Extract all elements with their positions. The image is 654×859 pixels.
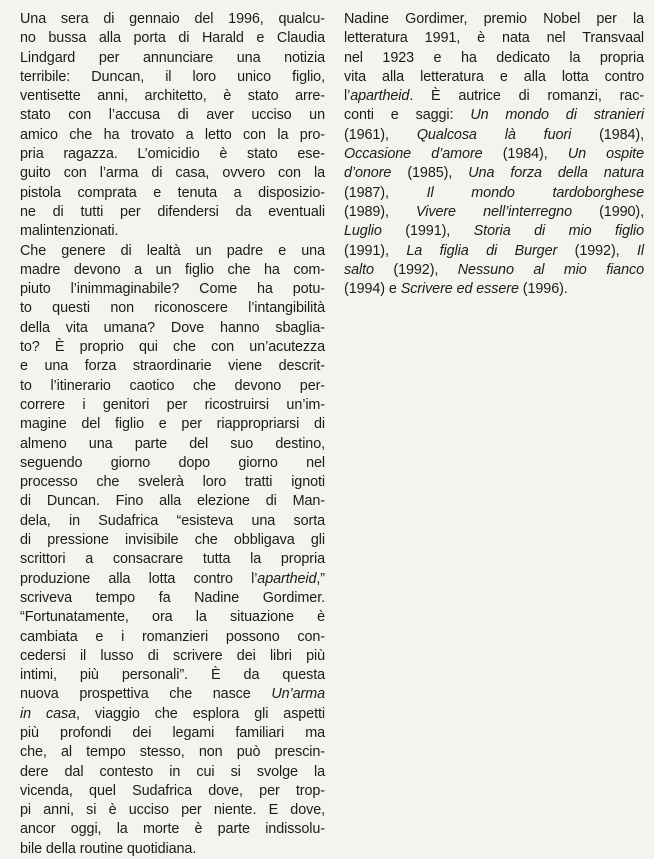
text-line [20,454,325,473]
text-line [20,338,325,357]
text-run: di pressione invisibile che obbligava gli [20,532,325,549]
text-line [20,87,325,106]
text-run: almeno una parte del suo destino, [20,435,325,452]
text-run: “Fortunatamente, ora la situazione è [20,609,325,626]
italic-title: salto [344,261,374,278]
text-run: no bussa alla porta di Harald e Claudia [20,30,325,47]
text-run: processo che svelerà loro tratti ignoti [20,474,325,491]
text-line [20,512,325,531]
text-line [344,87,644,106]
text-run: (1961), [344,126,417,143]
italic-title: Un’arma [271,686,325,703]
text-run: (1991), [381,223,474,240]
text-line [344,68,644,87]
italic-title: Vivere nell’interregno [416,203,572,220]
text-line [20,840,325,859]
text-run: stato con l’accusa di aver ucciso un [20,107,325,124]
text-run: Che genere di lealtà un padre e una [20,242,325,259]
text-line [20,49,325,68]
text-run: amico che ha trovato a letto con la pro- [20,126,325,143]
text-run: (1989), [344,203,417,220]
text-line [20,685,325,704]
text-line [20,492,325,511]
italic-title: apartheid [257,570,317,587]
italic-title: in casa [20,705,76,722]
text-line [20,435,325,454]
text-run: che, al tempo stesso, non può prescin- [20,744,325,761]
italic-title: apartheid [350,88,410,105]
text-line [20,628,325,647]
text-run: ,” [316,570,325,587]
text-line [20,242,325,261]
text-run: intimi, più personali”. È da questa [20,667,325,684]
text-run: dela, in Sudafrica “esisteva una sorta [20,512,325,529]
text-line [20,106,325,125]
text-line [20,763,325,782]
text-run: (1994) e [344,281,401,298]
text-line [20,145,325,164]
text-run: di Duncan. Fino alla elezione di Man- [20,493,325,510]
text-run: (1984), [571,126,644,143]
text-line [20,299,325,318]
text-line [344,222,644,241]
text-line [20,820,325,839]
text-line [344,126,644,145]
text-line [20,473,325,492]
text-run: (1985), [391,165,469,182]
text-line [344,280,644,299]
text-line [20,164,325,183]
italic-title: Una forza della natura [468,165,644,182]
text-run: scrittori a consacrare tutta la propria [20,551,325,568]
text-run: to? È proprio qui che con un’acutezza [20,339,325,356]
text-run: magine del figlio e per riappropriarsi di [20,416,325,433]
text-run: correre i genitori per ricostruirsi un’im- [20,396,325,413]
text-line [20,184,325,203]
text-line [20,319,325,338]
text-run: (1992), [373,261,458,278]
text-line [20,222,325,241]
text-run: più profondi dei legami familiari ma [20,724,325,741]
text-line [344,242,644,261]
text-run: to l’itinerario caotico che devono per- [20,377,325,394]
text-run: vicenda, quel Sudafrica dove, per trop- [20,782,325,799]
text-run: ancor oggi, la morte è parte indissolu- [20,821,325,838]
text-run: piuto l’inimmaginabile? Come ha potu- [20,281,325,298]
text-run: guito con l’arma di casa, ovvero con la [20,165,325,182]
text-run: nuova prospettiva che nasce [20,686,272,703]
text-run: pi anni, si è ucciso per niente. E dove, [20,802,325,819]
text-run: (1996). [518,281,568,298]
text-run: nel 1923 e ha dedicato la propria [344,49,644,66]
text-run: cambiata e i romanzieri possono con- [20,628,325,645]
text-line [20,666,325,685]
synopsis-column [20,10,325,859]
text-line [344,164,644,183]
italic-title: Occasione d’amore [344,146,483,163]
text-run: vita alla letteratura e alla lotta contro [344,68,644,85]
text-run: pistola comprata e tenuta a disposizio- [20,184,325,201]
italic-title: Il [637,242,644,259]
text-run: letteratura 1991, è nata nel Transvaal [344,30,644,47]
text-line [20,705,325,724]
text-line [20,68,325,87]
text-run: ventisette anni, architetto, è stato arre- [20,88,325,105]
text-line [20,570,325,589]
text-line [20,280,325,299]
text-run: seguendo giorno dopo giorno nel [20,454,325,471]
text-run: (1990), [571,203,645,220]
text-run: ne di tutti per difendersi da eventuali [20,203,325,220]
text-line [344,203,644,222]
text-line [20,724,325,743]
text-run: madre devono a un figlio che ha com- [20,261,325,278]
text-line [344,49,644,68]
text-run: Una sera di gennaio del 1996, qualcu- [20,11,325,27]
italic-title: Luglio [344,223,382,240]
text-run: conti e saggi: [344,107,471,124]
text-run: to questi non riconoscere l’intangibilità [20,300,325,317]
author-bio-column [344,10,644,299]
text-run: l’ [344,88,351,105]
text-run: , viaggio che esplora gli aspetti [76,705,325,722]
text-line [20,203,325,222]
text-run: pria ragazza. L’omicidio è stato ese- [20,146,325,163]
text-run: cedersi il lusso di scrivere dei libri più [20,647,325,664]
text-run: della vita umana? Dove hanno sbaglia- [20,319,325,336]
text-line [20,10,325,29]
text-line [20,801,325,820]
text-line [20,126,325,145]
text-run: malintenzionati. [20,223,119,240]
text-run: (1987), [344,184,427,201]
text-line [20,550,325,569]
text-line [20,396,325,415]
text-line [20,415,325,434]
italic-title: Scrivere ed essere [400,281,519,298]
italic-title: Nessuno al mio fianco [457,261,644,278]
text-run: bile della routine quotidiana. [20,840,197,857]
text-line [344,29,644,48]
text-run: produzione alla lotta contro l’ [20,570,258,587]
text-run: . È autrice di romanzi, rac- [409,88,644,105]
text-line [20,531,325,550]
text-run: (1991), [344,242,407,259]
text-line [344,145,644,164]
text-run: Nadine Gordimer, premio Nobel per la [344,11,644,27]
text-line [20,377,325,396]
text-line [20,357,325,376]
italic-title: Un ospite [567,146,644,163]
italic-title: d’onore [344,165,392,182]
text-line [344,10,644,29]
text-line [344,106,644,125]
text-line [20,29,325,48]
text-line [20,589,325,608]
text-run: e una forza straordinarie viene descrit- [20,358,325,375]
text-line [20,261,325,280]
text-run: Lindgard per annunciare una notizia [20,49,325,66]
italic-title: Un mondo di stranieri [470,107,644,124]
text-run: scriveva tempo fa Nadine Gordimer. [20,589,325,606]
italic-title: Qualcosa là fuori [416,126,572,143]
text-line [344,261,644,280]
italic-title: La figlia di Burger [406,242,558,259]
text-line [344,184,644,203]
text-run: dere dal contesto in cui si svolge la [20,763,325,780]
text-run: terribile: Duncan, il loro unico figlio, [20,68,325,85]
italic-title: Storia di mio figlio [473,223,644,240]
text-run: (1992), [557,242,637,259]
text-run: (1984), [482,146,568,163]
text-line [20,647,325,666]
text-line [20,743,325,762]
italic-title: Il mondo tardoborghese [426,184,644,201]
text-line [20,782,325,801]
text-line [20,608,325,627]
